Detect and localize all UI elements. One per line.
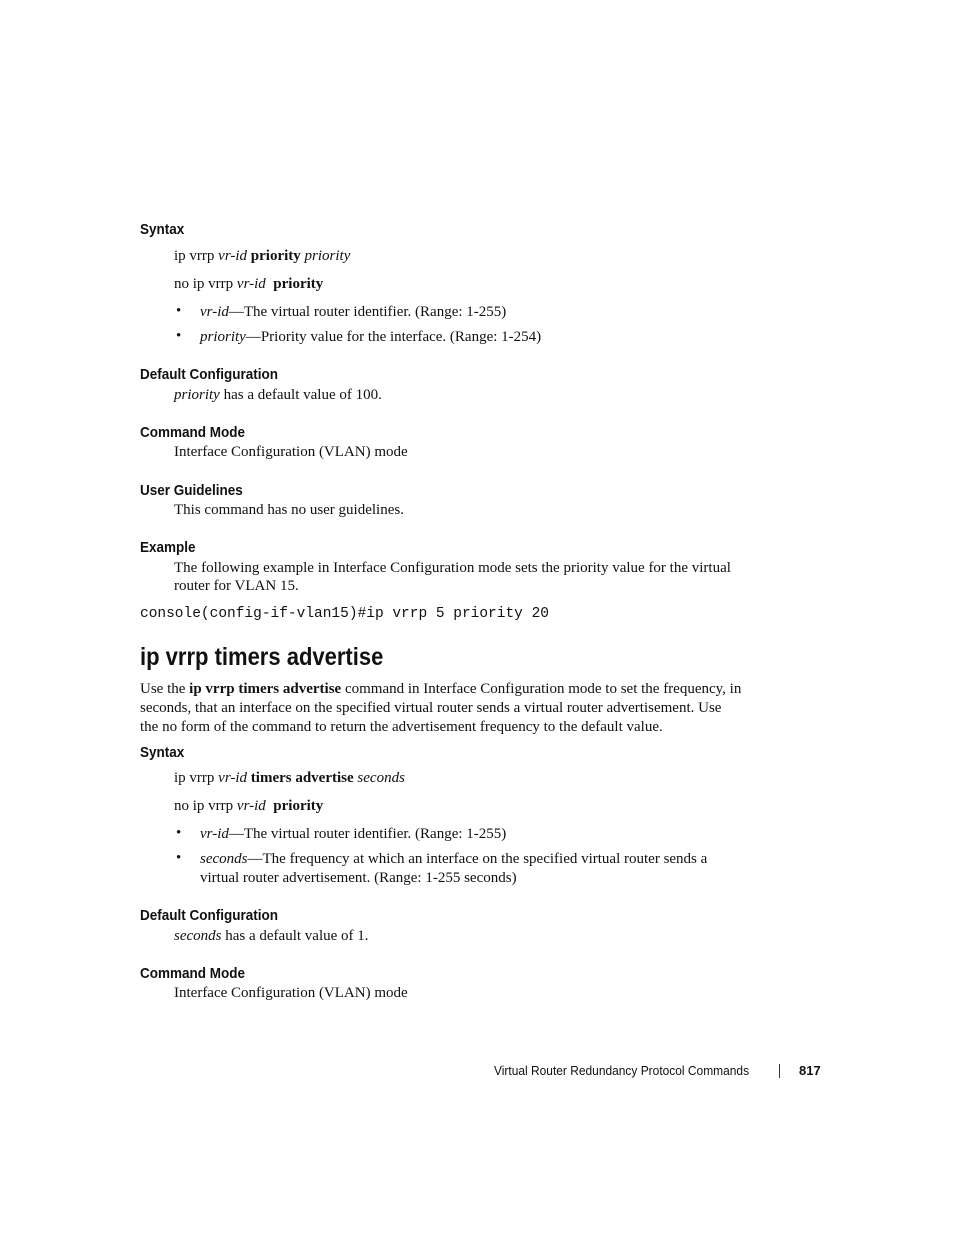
syntax-argument: vr-id [218, 770, 248, 786]
intro-pre: Use the [140, 681, 190, 697]
default-arg: seconds [174, 928, 222, 944]
param-item [200, 303, 506, 322]
syntax-argument: vr-id [236, 276, 266, 292]
param-item [200, 850, 707, 869]
intro-line: the no form of the command to return the advertisement frequency to the default value. [140, 719, 663, 735]
example-text-line: The following example in Interface Configuration mode sets the priority value for the virtual [174, 560, 731, 576]
syntax-heading: Syntax [140, 744, 185, 761]
param-name: seconds [200, 851, 248, 867]
bullet-icon: • [176, 850, 182, 866]
syntax-keyword: timers advertise [250, 770, 354, 786]
syntax-line [174, 247, 350, 266]
param-item [200, 825, 506, 844]
intro-line: seconds, that an interface on the specified virtual router sends a virtual router advertisement. Use [140, 700, 722, 716]
user-guidelines-text: This command has no user guidelines. [174, 502, 404, 518]
param-desc: —The virtual router identifier. (Range: 1-255) [228, 304, 507, 320]
default-rest: has a default value of 100. [219, 387, 382, 403]
footer-chapter-title: Virtual Router Redundancy Protocol Commands [494, 1063, 750, 1078]
bullet-icon: • [176, 825, 182, 841]
syntax-argument: vr-id [218, 248, 248, 264]
bullet-icon: • [176, 303, 182, 319]
syntax-argument: vr-id [236, 798, 266, 814]
syntax-keyword: ip vrrp [174, 770, 215, 786]
param-name: priority [200, 329, 246, 345]
default-config-heading: Default Configuration [140, 907, 278, 924]
intro-line [140, 680, 741, 699]
default-config-text [174, 927, 369, 946]
param-name: vr-id [200, 826, 229, 842]
param-desc: —The frequency at which an interface on the specified virtual router sends a [247, 851, 708, 867]
syntax-keyword: priority [273, 276, 324, 292]
syntax-line [174, 769, 405, 788]
command-mode-heading: Command Mode [140, 965, 246, 982]
example-code: console(config-if-vlan15)#ip vrrp 5 priority 20 [140, 606, 549, 622]
param-name: vr-id [200, 304, 229, 320]
param-desc-continued: virtual router advertisement. (Range: 1-255 seconds) [200, 870, 517, 886]
syntax-argument: seconds [357, 770, 405, 786]
syntax-line [174, 275, 323, 294]
example-heading: Example [140, 539, 196, 556]
command-mode-text: Interface Configuration (VLAN) mode [174, 444, 408, 460]
param-desc: —The virtual router identifier. (Range: 1-255) [228, 826, 507, 842]
command-mode-heading: Command Mode [140, 424, 246, 441]
default-rest: has a default value of 1. [221, 928, 369, 944]
intro-command: ip vrrp timers advertise [189, 681, 342, 697]
syntax-keyword: priority [273, 798, 324, 814]
syntax-keyword: no ip vrrp [174, 276, 234, 292]
param-desc: —Priority value for the interface. (Range: 1-254) [245, 329, 542, 345]
footer-separator [779, 1064, 780, 1078]
default-config-heading: Default Configuration [140, 366, 278, 383]
syntax-keyword: priority [250, 248, 301, 264]
page-number: 817 [799, 1063, 821, 1078]
syntax-keyword: no ip vrrp [174, 798, 234, 814]
default-arg: priority [174, 387, 220, 403]
command-mode-text: Interface Configuration (VLAN) mode [174, 985, 408, 1001]
syntax-line [174, 797, 323, 816]
command-title: ip vrrp timers advertise [140, 643, 384, 671]
intro-post: command in Interface Configuration mode to set the frequency, in [341, 681, 742, 697]
default-config-text [174, 386, 382, 405]
example-text-line: router for VLAN 15. [174, 578, 299, 594]
syntax-heading: Syntax [140, 221, 185, 238]
syntax-argument: priority [304, 248, 351, 264]
param-item [200, 328, 541, 347]
bullet-icon: • [176, 328, 182, 344]
syntax-keyword: ip vrrp [174, 248, 215, 264]
user-guidelines-heading: User Guidelines [140, 482, 243, 499]
